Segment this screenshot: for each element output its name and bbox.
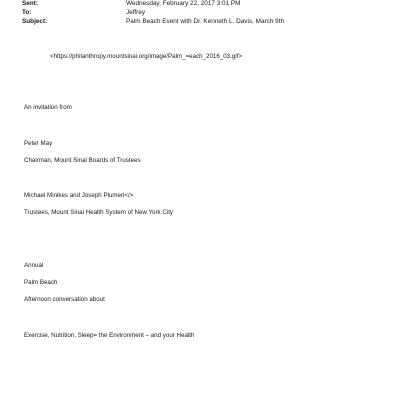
host-title: Chairman, Mount Sinai Boards of Trustees (24, 157, 141, 164)
host-name: Peter May (24, 140, 53, 147)
annual-label: Annual (24, 262, 44, 269)
sent-value: Wednesday, February 22, 2017 3:01 PM (126, 0, 241, 7)
cohosts-title: Trustees, Mount Sinai Health System of New York City (24, 209, 174, 216)
conversation-label: Afternoon conversation about (24, 296, 105, 303)
image-link[interactable]: <https://philanthropy.mountsinai.org/image/Palm_=each_2016_03.gif> (50, 53, 242, 60)
subject-label: Subject: (22, 18, 48, 25)
subject-value: Palm Beach Event with Dr. Kenneth L. Davis, March 9th (126, 18, 285, 25)
to-label: To: (22, 9, 32, 16)
location: Palm Beach (24, 279, 58, 286)
sent-label: Sent: (22, 0, 38, 7)
invitation-from: An invitation from (24, 104, 72, 111)
topic: Exercise, Nutrition, Sleep= the Environment – and your Health (24, 332, 195, 339)
to-value: Jeffrey (126, 9, 146, 16)
cohosts: Michael Minikes and Joseph Plumeri</> (24, 192, 134, 199)
